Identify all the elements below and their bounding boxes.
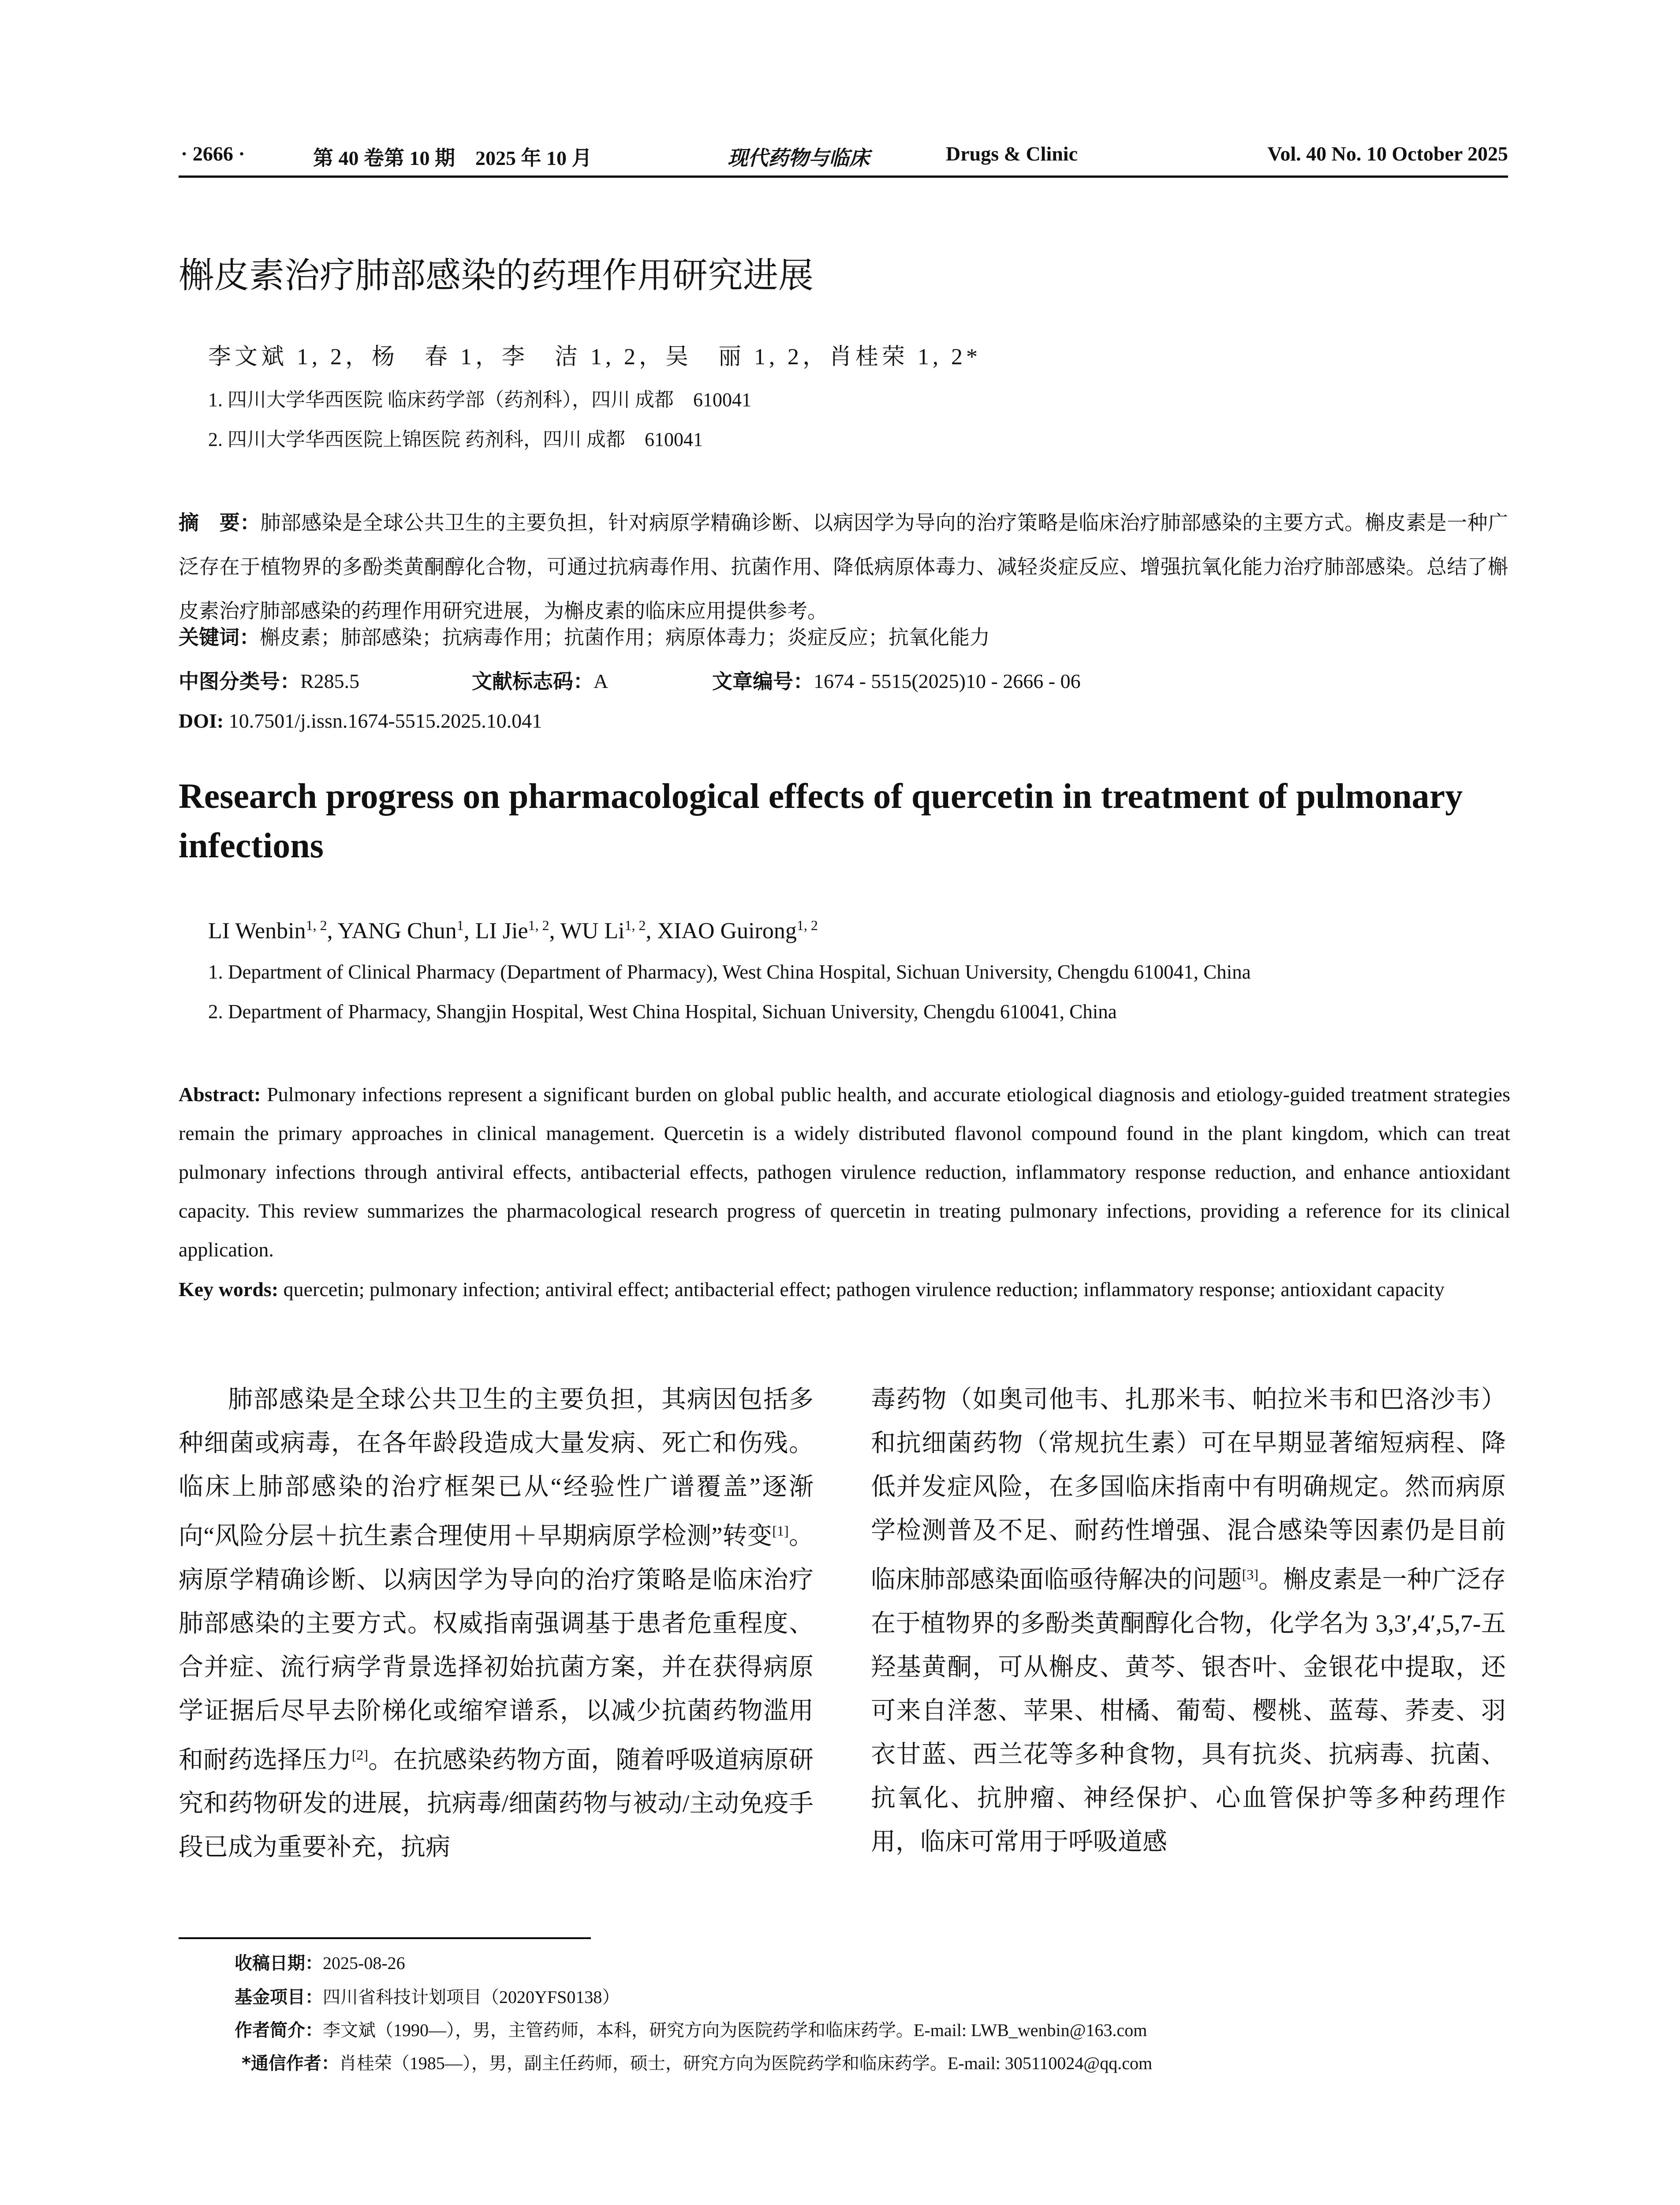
abstract-cn-text: 肺部感染是全球公共卫生的主要负担，针对病原学精确诊断、以病因学为导向的治疗策略是临床治疗肺部感染的主要方式。槲皮素是一种广泛存在于植物界的多酚类黄酮醇化合物，可通过抗病毒作用、抗菌作用、降低病原体毒力、减轻炎症反应、增强抗氧化能力治疗肺部感染。总结了槲皮素治疗肺部感染的药理作用研究进展，为槲皮素的临床应用提供参考。 <box>179 512 1508 622</box>
author-value: 李文斌（1990—），男，主管药师，本科，研究方向为医院药学和临床药学。E-mail: LWB_wenbin@163.com <box>323 2020 1147 2040</box>
keywords-en <box>179 1270 1510 1309</box>
footnote-fund <box>235 1983 620 2008</box>
class-label: 中图分类号： <box>179 669 300 693</box>
author-1-aff: 1, 2 <box>306 917 327 933</box>
doi-label: DOI: <box>179 710 224 732</box>
footnote-corresponding <box>242 2049 1152 2074</box>
abstract-en-label: Abstract: <box>179 1083 261 1106</box>
body-text: 。在抗感染药物方面，随着呼吸道病原研究和药物研发的进展，抗病毒/细菌药物与被动/主动免疫手段已成为重要补充，抗病 <box>179 1746 814 1861</box>
received-label: 收稿日期： <box>235 1953 323 1973</box>
keywords-cn-label: 关键词： <box>179 625 260 649</box>
class-value: R285.5 <box>300 670 360 692</box>
title-cn: 槲皮素治疗肺部感染的药理作用研究进展 <box>179 255 814 296</box>
volume-cn: 第 40 卷第 10 期 2025 年 10 月 <box>313 147 592 169</box>
affiliation-en-2: 2. Department of Pharmacy, Shangjin Hospital, West China Hospital, Sichuan University, Chengdu 610041, China <box>208 1001 1117 1023</box>
received-value: 2025-08-26 <box>323 1953 405 1973</box>
author-2-aff: 1 <box>456 917 464 933</box>
author-3: , LI Jie <box>463 918 528 944</box>
affiliation-en-1: 1. Department of Clinical Pharmacy (Department of Pharmacy), West China Hospital, Sichuan University, Chengdu 610041, China <box>208 961 1251 983</box>
body-paragraph <box>871 1378 1506 1864</box>
authors-cn: 李文斌 1, 2，杨 春 1，李 洁 1, 2，吴 丽 1, 2，肖桂荣 1, 2* <box>208 344 982 370</box>
article-label: 文章编号： <box>712 669 814 693</box>
journal-name-cn: 现代药物与临床 <box>728 147 870 169</box>
doc-label: 文献标志码： <box>472 669 594 693</box>
author-3-aff: 1, 2 <box>528 917 549 933</box>
footnote-received <box>235 1949 405 1974</box>
body-column-right <box>871 1378 1506 1864</box>
authors-en <box>208 917 818 944</box>
abstract-cn-label: 摘 要： <box>179 511 261 534</box>
keywords-cn <box>179 615 1508 660</box>
body-text: 。病原学精确诊断、以病因学为导向的治疗策略是临床治疗肺部感染的主要方式。权威指南强调基于患者危重程度、合并症、流行病学背景选择初始抗菌方案，并在获得病原学证据后尽早去阶梯化或缩窄谱系，以减少抗菌药物滥用和耐药选择压力 <box>179 1522 814 1774</box>
citation-3[interactable]: [3] <box>1242 1566 1258 1582</box>
author-5-aff: 1, 2 <box>796 917 818 933</box>
body-text: 肺部感染是全球公共卫生的主要负担，其病因包括多种细菌或病毒，在各年龄段造成大量发病、死亡和伤残。临床上肺部感染的治疗框架已从“经验性广谱覆盖”逐渐向“风险分层＋抗生素合理使用＋早期病原学检测”转变 <box>179 1386 814 1550</box>
citation-2[interactable]: [2] <box>351 1746 369 1763</box>
article-number <box>712 659 1081 704</box>
corr-value: 肖桂荣（1985—），男，副主任药师，硕士，研究方向为医院药学和临床药学。E-mail: 305110024@qq.com <box>339 2053 1153 2073</box>
abstract-en <box>179 1075 1510 1269</box>
author-5: , XIAO Guirong <box>646 918 797 944</box>
author-4: , WU Li <box>549 918 625 944</box>
affiliation-cn-1: 1. 四川大学华西医院 临床药学部（药剂科），四川 成都 610041 <box>208 389 751 411</box>
author-4-aff: 1, 2 <box>624 917 646 933</box>
running-header <box>181 142 1508 177</box>
abstract-en-text: Pulmonary infections represent a significant burden on global public health, and accurate etiological diagnosis and etiology-guided treatment strategies remain the primary approaches in clinical management. Quercetin is a widely distributed flavonol compound found in the plant kingdom, which can treat pulmonary infections through antiviral effects, antibacterial effects, pathogen virulence reduction, inflammatory response reduction, and enhance antioxidant capacity. This review summarizes the pharmacological research progress of quercetin in treating pulmonary infections, providing a reference for its clinical application. <box>179 1083 1510 1261</box>
doi-value: 10.7501/j.issn.1674-5515.2025.10.041 <box>228 710 542 732</box>
citation-1[interactable]: [1] <box>772 1523 789 1539</box>
article-value: 1674 - 5515(2025)10 - 2666 - 06 <box>814 670 1081 692</box>
classification-line <box>179 659 1508 703</box>
title-en: Research progress on pharmacological effects of quercetin in treatment of pulmonary infections <box>179 777 1463 865</box>
footnote-author <box>235 2016 1147 2041</box>
corr-label: *通信作者： <box>242 2053 339 2074</box>
doi-line <box>179 699 542 743</box>
author-2: , YANG Chun <box>327 918 457 944</box>
affiliation-cn-2: 2. 四川大学华西医院上锦医院 药剂科，四川 成都 610041 <box>208 429 703 450</box>
abstract-cn <box>179 501 1508 633</box>
keywords-cn-text: 槲皮素；肺部感染；抗病毒作用；抗菌作用；病原体毒力；炎症反应；抗氧化能力 <box>260 626 990 649</box>
author-1: LI Wenbin <box>208 918 306 944</box>
doc-value: A <box>594 670 609 692</box>
doc-code <box>472 659 609 704</box>
fund-label: 基金项目： <box>235 1987 323 2007</box>
keywords-en-text: quercetin; pulmonary infection; antiviral effect; antibacterial effect; pathogen virulence reduction; inflammatory response; antioxidant capacity <box>283 1278 1445 1301</box>
journal-name-en: Drugs & Clinic <box>946 142 1078 165</box>
body-text: 。槲皮素是一种广泛存在于植物界的多酚类黄酮醇化合物，化学名为 3,3′,4′,5,7-五羟基黄酮，可从槲皮、黄芩、银杏叶、金银花中提取，还可来自洋葱、苹果、柑橘、葡萄、樱桃、蓝莓、荞麦、羽衣甘蓝、西兰花等多种食物，具有抗炎、抗病毒、抗菌、抗氧化、抗肿瘤、神经保护、心血管保护等多种药理作用，临床可常用于呼吸道感 <box>871 1566 1506 1856</box>
header-rule <box>179 176 1508 178</box>
page-number: · 2666 · <box>181 142 245 165</box>
body-text: 毒药物（如奥司他韦、扎那米韦、帕拉米韦和巴洛沙韦）和抗细菌药物（常规抗生素）可在早期显著缩短病程、降低并发症风险，在多国临床指南中有明确规定。然而病原学检测普及不足、耐药性增强、混合感染等因素仍是目前临床肺部感染面临亟待解决的问题 <box>871 1386 1506 1594</box>
keywords-en-label: Key words: <box>179 1278 279 1301</box>
class-number <box>179 659 360 704</box>
author-label: 作者简介： <box>235 2020 323 2041</box>
body-column-left <box>179 1378 814 1869</box>
volume-en: Vol. 40 No. 10 October 2025 <box>1267 142 1508 165</box>
body-paragraph <box>179 1378 814 1869</box>
footnote-rule <box>179 1937 591 1939</box>
fund-value: 四川省科技计划项目（2020YFS0138） <box>323 1987 620 2007</box>
